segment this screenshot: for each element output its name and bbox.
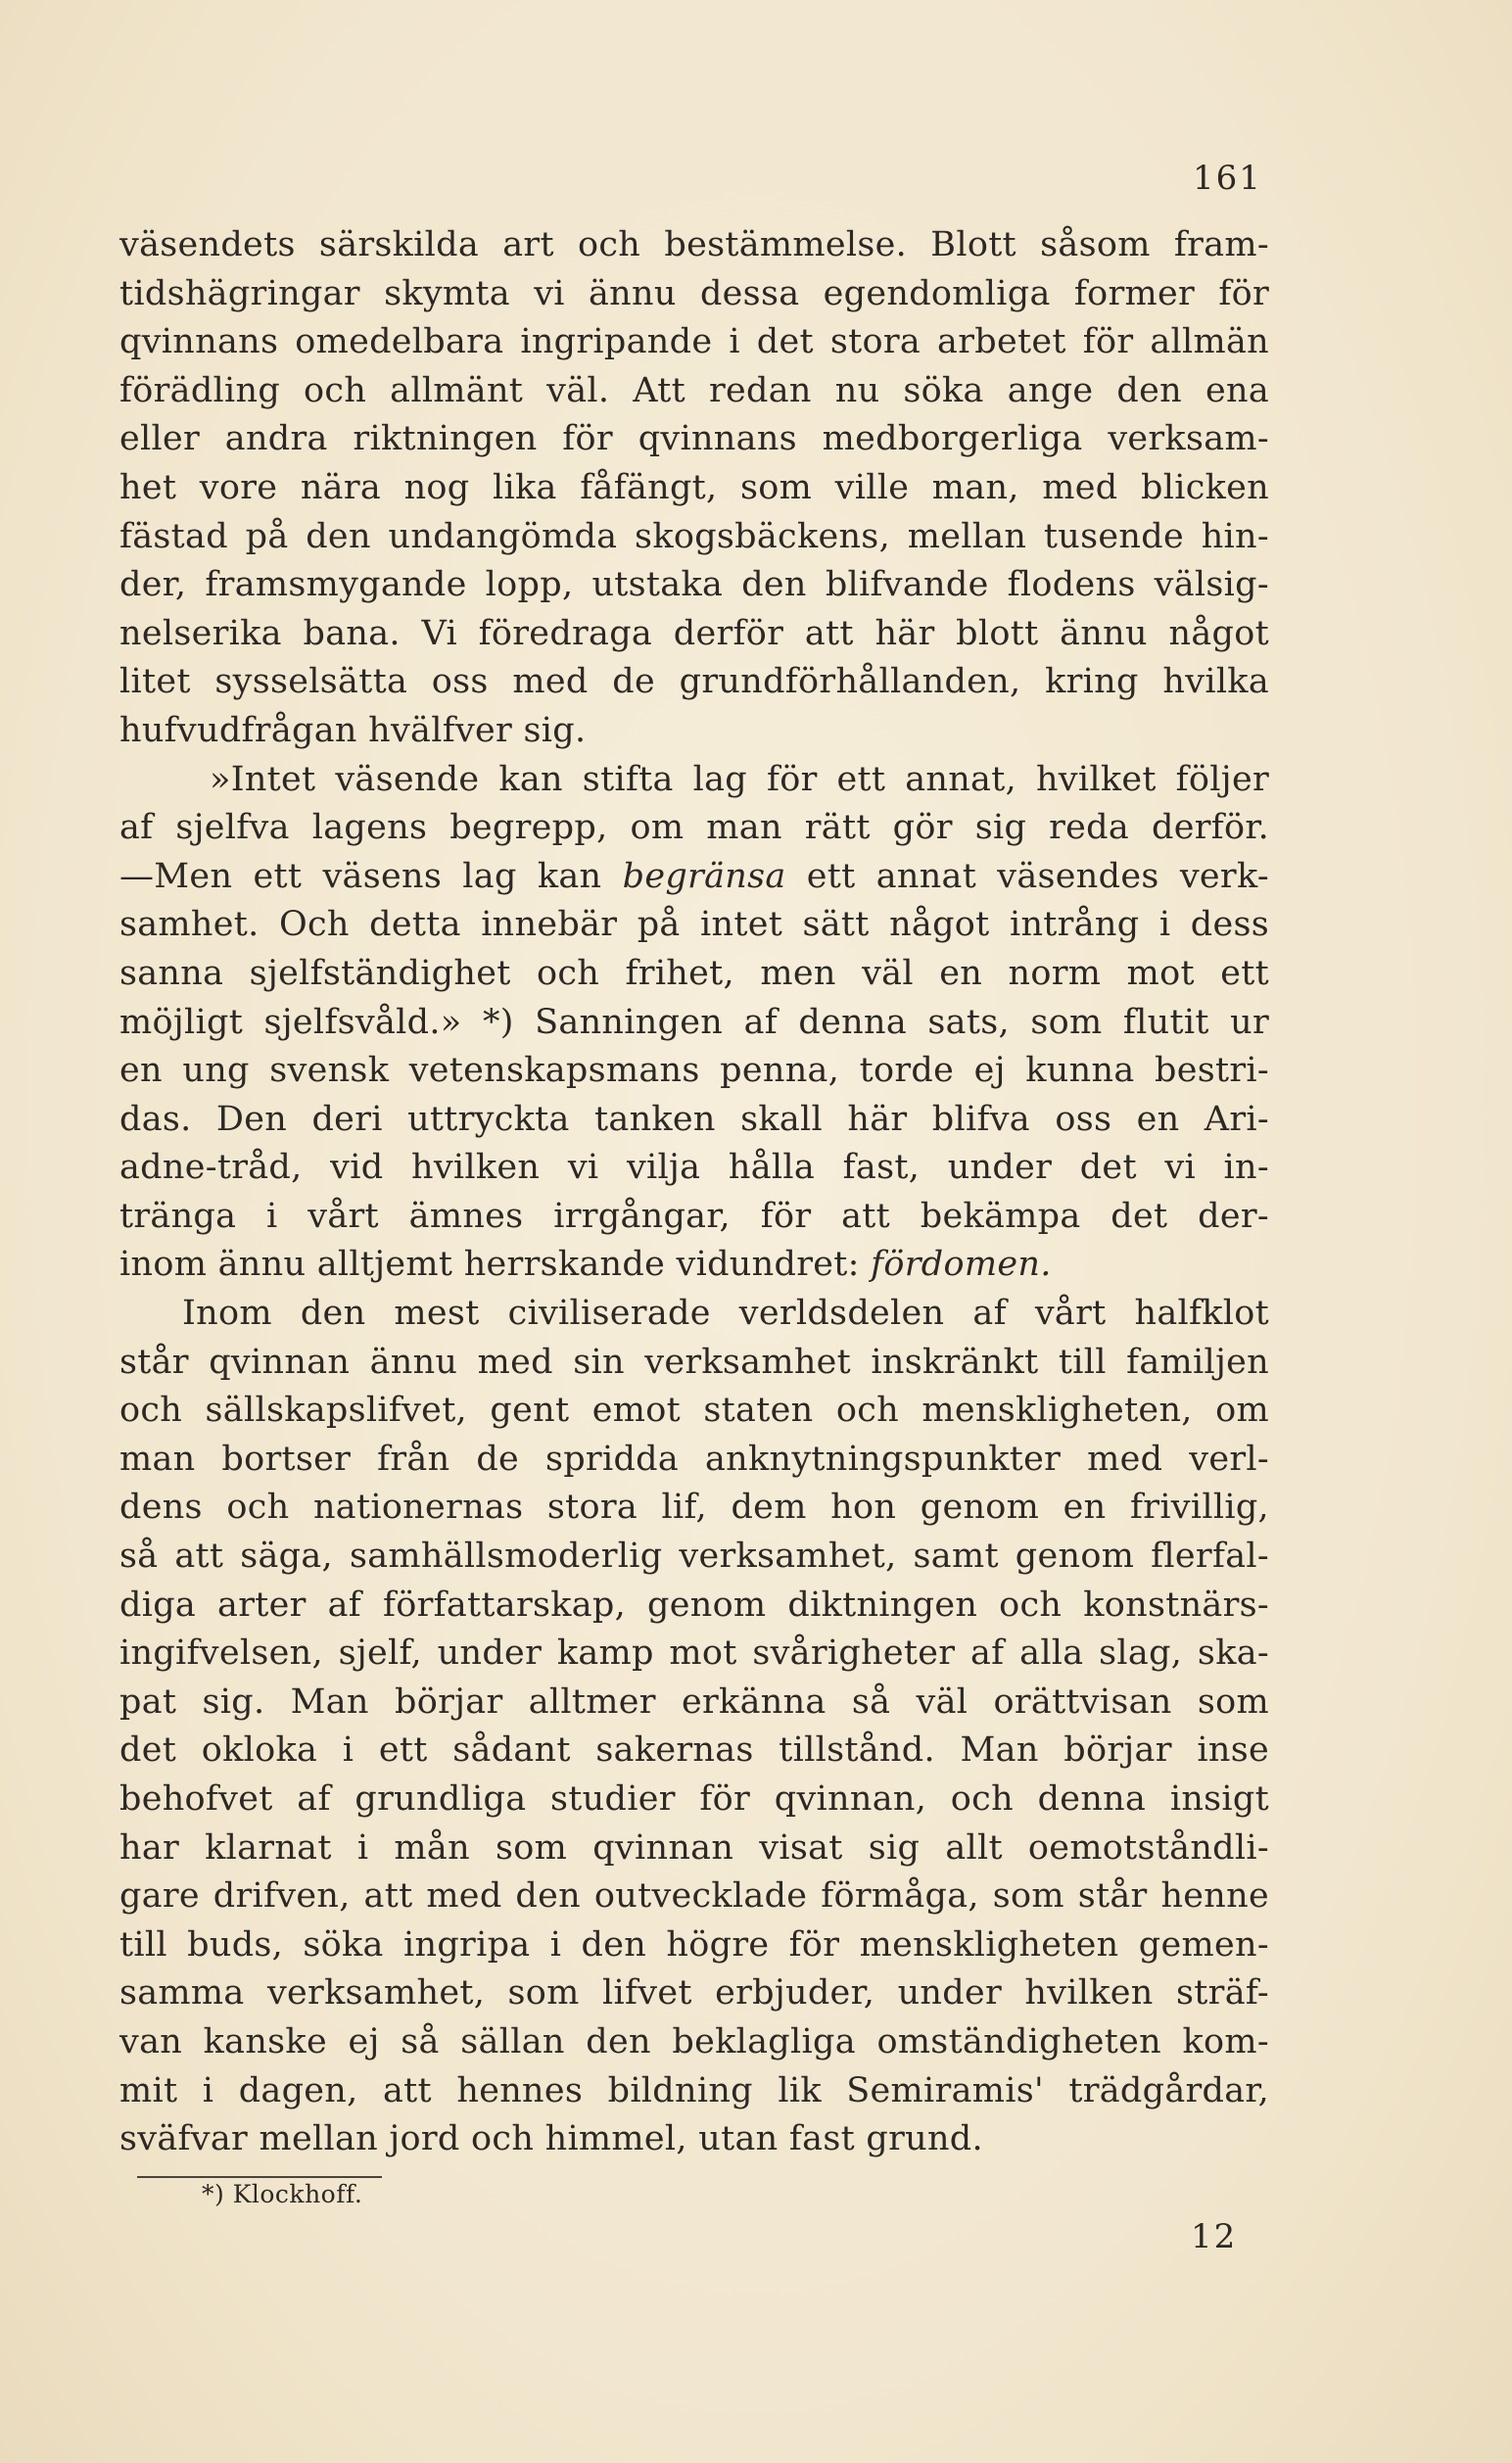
- text-segment: ett annat väsendes verk-: [785, 856, 1269, 896]
- text-line: en ung svensk vetenskapsmans penna, torde ej kunna bestri-: [119, 1051, 1269, 1091]
- text-line: har klarnat i mån som qvinnan visat sig allt oemotståndli-: [119, 1827, 1269, 1868]
- text-line-with-italic: [119, 1241, 1269, 1290]
- text-line: eller andra riktningen för qvinnans medborgerliga verksam-: [119, 419, 1269, 459]
- text-segment: —Men ett väsens lag kan: [119, 856, 602, 896]
- text-line: behofvet af grundliga studier för qvinnan, och denna insigt: [119, 1779, 1269, 1819]
- text-line: så att säga, samhällsmoderlig verksamhet, samt genom flerfal-: [119, 1537, 1269, 1577]
- text-line: Inom den mest civiliserade verldsdelen af vårt halfklot: [182, 1294, 1269, 1334]
- footnote: *) Klockhoff.: [202, 2180, 363, 2208]
- text-line: möjligt sjelfsvåld.» *) Sanningen af denna sats, som flutit ur: [119, 1002, 1269, 1042]
- text-line: gare drifven, att med den outvecklade förmåga, som står henne: [119, 1876, 1269, 1917]
- text-line: står qvinnan ännu med sin verksamhet inskränkt till familjen: [119, 1342, 1269, 1382]
- italic-word: fördomen.: [871, 1245, 1052, 1285]
- text-line: het vore nära nog lika fåfängt, som ville man, med blicken: [119, 467, 1269, 507]
- text-line: det okloka i ett sådant sakernas tillstånd. Man börjar inse: [119, 1730, 1269, 1771]
- text-line: dens och nationernas stora lif, dem hon genom en frivillig,: [119, 1488, 1269, 1528]
- text-segment: inom ännu alltjemt herrskande vidundret:: [119, 1245, 860, 1285]
- text-line: nelserika bana. Vi föredraga derför att här blott ännu något: [119, 613, 1269, 653]
- page-number: 161: [1193, 159, 1262, 198]
- text-line: mit i dagen, att hennes bildning lik Semiramis' trädgårdar,: [119, 2070, 1269, 2110]
- text-line: fästad på den undangömda skogsbäckens, mellan tusende hin-: [119, 516, 1269, 556]
- text-line: ingifvelsen, sjelf, under kamp mot svårigheter af alla slag, ska-: [119, 1634, 1269, 1674]
- text-line: litet sysselsätta oss med de grundförhållanden, kring hvilka: [119, 662, 1269, 702]
- text-line-with-italic: [119, 853, 1269, 902]
- text-line: adne-tråd, vid hvilken vi vilja hålla fast, under det vi in-: [119, 1148, 1269, 1188]
- text-line: samhet. Och detta innebär på intet sätt något intrång i dess: [119, 905, 1269, 945]
- text-line: och sällskapslifvet, gent emot staten och menskligheten, om: [119, 1391, 1269, 1431]
- text-line: hufvudfrågan hvälfver sig.: [119, 710, 587, 750]
- text-line: sanna sjelfständighet och frihet, men väl en norm mot ett: [119, 953, 1269, 993]
- text-line: man bortser från de spridda anknytningspunkter med verl-: [119, 1439, 1269, 1479]
- text-line: samma verksamhet, som lifvet erbjuder, under hvilken sträf-: [119, 1973, 1269, 2013]
- text-line: »Intet väsende kan stifta lag för ett annat, hvilket följer: [210, 759, 1269, 799]
- signature-mark: 12: [1191, 2217, 1238, 2256]
- text-line: förädling och allmänt väl. Att redan nu söka ange den ena: [119, 370, 1269, 410]
- italic-word: begränsa: [622, 856, 786, 896]
- body-text: [119, 221, 1269, 2164]
- text-line: das. Den deri uttryckta tanken skall här blifva oss en Ari-: [119, 1099, 1269, 1139]
- footnote-divider: [137, 2176, 382, 2178]
- text-line: till buds, söka ingripa i den högre för menskligheten gemen-: [119, 1924, 1269, 1965]
- text-line: der, framsmygande lopp, utstaka den blifvande flodens välsig-: [119, 565, 1269, 605]
- text-line: van kanske ej så sällan den beklagliga omständigheten kom-: [119, 2021, 1269, 2061]
- text-line: sväfvar mellan jord och himmel, utan fast grund.: [119, 2119, 983, 2159]
- text-line: väsendets särskilda art och bestämmelse. Blott såsom fram-: [119, 225, 1269, 264]
- text-line: diga arter af författarskap, genom diktningen och konstnärs-: [119, 1585, 1269, 1625]
- text-line: qvinnans omedelbara ingripande i det stora arbetet för allmän: [119, 322, 1269, 362]
- text-line: tränga i vårt ämnes irrgångar, för att bekämpa det der-: [119, 1196, 1269, 1236]
- text-line: tidshägringar skymta vi ännu dessa egendomliga former för: [119, 273, 1269, 313]
- text-line: pat sig. Man börjar alltmer erkänna så väl orättvisan som: [119, 1681, 1269, 1722]
- text-line: af sjelfva lagens begrepp, om man rätt gör sig reda derför.: [119, 808, 1269, 848]
